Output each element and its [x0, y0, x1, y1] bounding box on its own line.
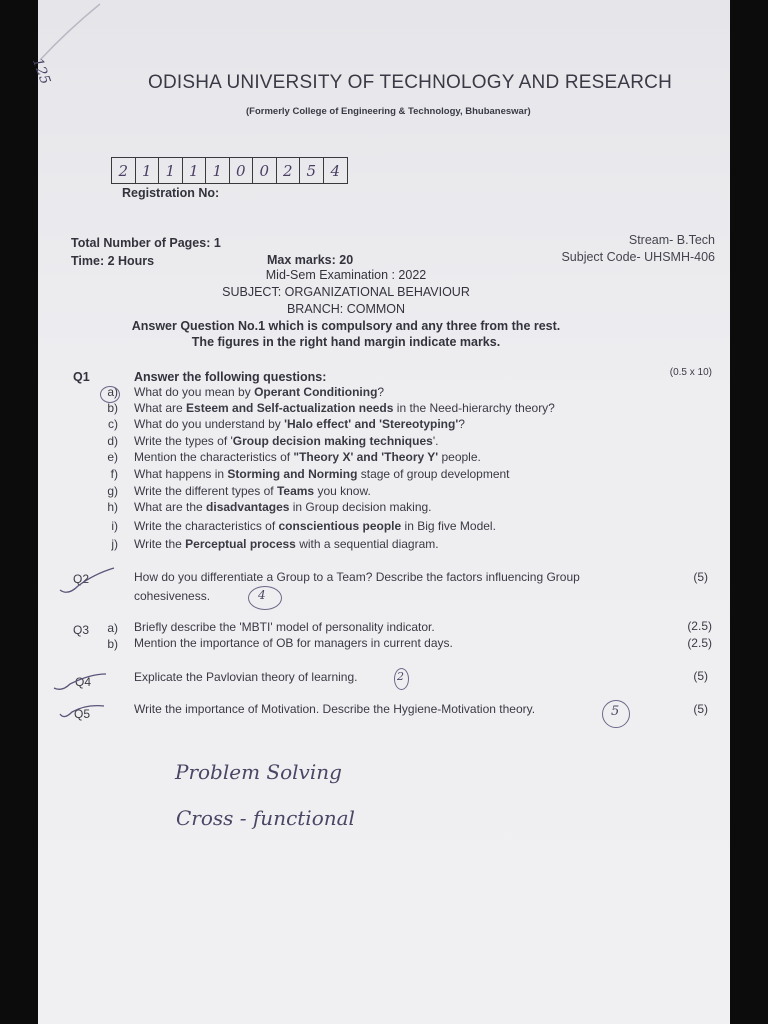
q1-item-post: '.: [432, 434, 439, 448]
q1-item-text: [134, 417, 465, 431]
stream: [629, 233, 715, 247]
q1-item-letter: a): [107, 385, 118, 399]
corner-mark: 125: [28, 56, 54, 87]
q2-text-line2: cohesiveness.: [134, 589, 211, 603]
q3b-text: Mention the importance of OB for managers in current days.: [134, 636, 453, 650]
q1-item-text: [134, 467, 510, 481]
q1-item-text: [134, 450, 481, 464]
q2-score: 4: [258, 588, 266, 602]
q1-item-text: [134, 484, 371, 498]
exam-subject: SUBJECT: ORGANIZATIONAL BEHAVIOUR: [222, 285, 470, 299]
answered-circle: [100, 386, 120, 403]
q1-number: Q1: [73, 370, 90, 384]
instruction-1: Answer Question No.1 which is compulsory and any three from the rest.: [131, 319, 561, 333]
q1-item-bold: Esteem and Self-actualization needs: [186, 401, 394, 415]
q1-item-bold: Perceptual process: [185, 537, 296, 551]
q1-item-letter: h): [107, 500, 118, 514]
registration-digit: 2: [112, 158, 136, 183]
q1-item-post: people.: [438, 450, 481, 464]
registration-digit: 1: [136, 158, 160, 183]
q1-item-post: ?: [458, 417, 465, 431]
q3a-text: Briefly describe the 'MBTI' model of personality indicator.: [134, 620, 435, 634]
subject-code: Subject Code- UHSMH-406: [561, 250, 715, 264]
handwritten-note-1: Problem Solving: [175, 760, 342, 784]
q1-item-letter: i): [111, 519, 118, 533]
q4-marks: (5): [693, 669, 708, 683]
registration-digit: 0: [253, 158, 277, 183]
q1-item-bold: "Theory X' and 'Theory Y': [293, 450, 439, 464]
registration-digit: 1: [183, 158, 207, 183]
pencil-stroke: [38, 0, 158, 80]
q5-tick-mark: [56, 700, 116, 726]
q4-tick-mark: [50, 668, 110, 698]
q2-text-line1: How do you differentiate a Group to a Team? Describe the factors influencing Group: [134, 570, 580, 584]
q1-item-post: in Group decision making.: [289, 500, 432, 514]
q4-score: 2: [397, 670, 404, 683]
q3b-letter: b): [107, 637, 118, 651]
q1-item-post: stage of group development: [357, 467, 510, 481]
q1-item-text: [134, 401, 555, 415]
q1-item-pre: What happens in: [134, 467, 228, 481]
q3b-marks: (2.5): [687, 636, 712, 650]
q1-item-pre: Write the: [134, 537, 186, 551]
q5-text: Write the importance of Motivation. Describe the Hygiene-Motivation theory.: [134, 702, 536, 716]
q1-item-pre: Write the types of ': [134, 434, 233, 448]
q1-item-post: in the Need-hierarchy theory?: [393, 401, 555, 415]
q1-item-bold: Group decision making techniques: [232, 434, 433, 448]
q1-item-pre: What do you understand by: [134, 417, 285, 431]
q1-item-pre: What do you mean by: [134, 385, 255, 399]
q1-item-text: [134, 537, 439, 551]
max-marks: Max marks: 20: [267, 253, 354, 267]
registration-digit: 1: [159, 158, 183, 183]
q1-item-post: with a sequential diagram.: [295, 537, 439, 551]
registration-label: Registration No:: [122, 186, 220, 200]
university-title: ODISHA UNIVERSITY OF TECHNOLOGY AND RESEARCH: [148, 72, 673, 93]
exam-branch: BRANCH: COMMON: [286, 302, 406, 316]
q1-item-letter: e): [107, 450, 118, 464]
q1-item-bold: conscientious people: [278, 519, 402, 533]
q1-item-text: [134, 500, 432, 514]
q1-item-post: ?: [377, 385, 385, 399]
q1-item-letter: j): [111, 537, 118, 551]
q4-text: Explicate the Pavlovian theory of learning.: [134, 670, 358, 684]
q1-item-letter: d): [107, 434, 118, 448]
q1-item-letter: c): [108, 417, 118, 431]
q1-item-post: in Big five Model.: [401, 519, 496, 533]
q3a-letter: a): [107, 621, 118, 635]
q2-number: Q2: [73, 572, 90, 586]
q3a-marks: (2.5): [687, 619, 712, 633]
registration-number-grid: [111, 157, 348, 184]
registration-digit: 4: [330, 161, 341, 180]
q2-marks: (5): [693, 570, 708, 584]
exam-name: Mid-Sem Examination : 2022: [265, 268, 427, 282]
q1-item-pre: What are: [134, 401, 187, 415]
q4-number: Q4: [75, 675, 92, 689]
q5-number: Q5: [74, 707, 91, 721]
q1-item-bold: 'Halo effect' and 'Stereotyping': [284, 417, 459, 431]
q5-marks: (5): [693, 702, 708, 716]
total-pages: Total Number of Pages: 1: [71, 236, 221, 250]
instruction-2: The figures in the right hand margin indicate marks.: [191, 335, 501, 349]
registration-digit: 2: [277, 158, 301, 183]
q1-item-text: [134, 434, 438, 448]
q1-item-post: you know.: [314, 484, 371, 498]
q1-marks: (0.5 x 10): [669, 367, 712, 378]
q1-item-bold: Storming and Norming: [227, 467, 358, 481]
registration-digit: 5: [300, 158, 324, 183]
registration-digit: 0: [230, 158, 254, 183]
q1-item-bold: disadvantages: [206, 500, 290, 514]
q3-number: Q3: [73, 623, 90, 637]
q1-item-text: [134, 519, 496, 533]
q1-item-pre: Mention the characteristics of: [134, 450, 294, 464]
stream-text: Stream- B.Tech: [628, 233, 715, 247]
q5-score: 5: [611, 704, 620, 719]
university-subtitle: (Formerly College of Engineering & Technology, Bhubaneswar): [246, 106, 531, 117]
q2-tick-mark: [58, 560, 118, 600]
exam-time: Time: 2 Hours: [71, 254, 155, 268]
registration-digit: 1: [206, 158, 230, 183]
handwritten-note-2: Cross - functional: [176, 806, 355, 830]
q1-item-pre: What are the: [134, 500, 207, 514]
q1-item-letter: f): [110, 467, 118, 481]
q1-item-letter: g): [107, 484, 118, 498]
q1-item-pre: Write the characteristics of: [134, 519, 279, 533]
q1-item-pre: Write the different types of: [134, 484, 277, 498]
q1-heading: Answer the following questions:: [134, 370, 327, 384]
q1-item-bold: Teams: [276, 484, 315, 498]
q1-item-text: [134, 385, 384, 399]
q1-item-letter: b): [107, 401, 118, 415]
q1-item-bold: Operant Conditioning: [254, 385, 378, 399]
